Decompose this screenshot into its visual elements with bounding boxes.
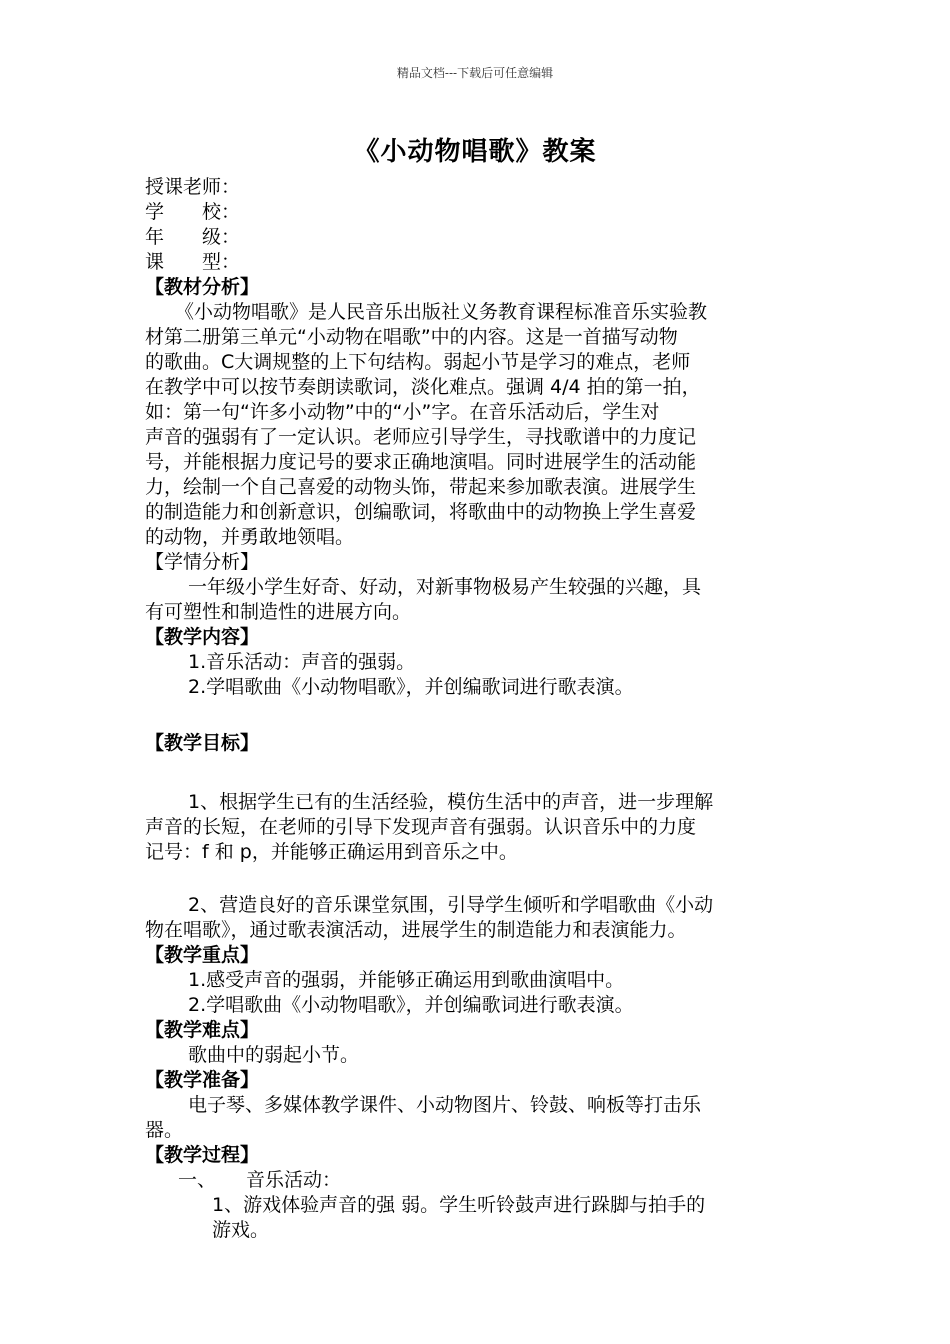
content-heading: 【教学内容】 xyxy=(145,626,260,648)
process-sub-line: 游戏。 xyxy=(212,1219,270,1241)
student-line: 一年级小学生好奇、好动，对新事物极易产生较强的兴趣，具 xyxy=(188,576,702,598)
goal-line: 声音的长短，在老师的引导下发现声音有强弱。认识音乐中的力度 xyxy=(145,816,697,838)
process-step-number: 一、 xyxy=(178,1169,217,1191)
analysis-line: 的动物，并勇敢地领唱。 xyxy=(145,526,355,548)
goal-line: 记号：f 和 p，并能够正确运用到音乐之中。 xyxy=(145,841,518,863)
process-sub-line: 1、游戏体验声音的强 弱。学生听铃鼓声进行跺脚与拍手的 xyxy=(212,1194,706,1216)
process-step xyxy=(145,1168,810,1193)
analysis-line: 《小动物唱歌》是人民音乐出版社义务教育课程标准音乐实验教 xyxy=(175,301,708,323)
analysis-line: 力，绘制一个自己喜爱的动物头饰，带起来参加歌表演。进展学生 xyxy=(145,476,697,498)
key-item: 1.感受声音的强弱，并能够正确运用到歌曲演唱中。 xyxy=(188,969,625,991)
goal-line: 物在唱歌》，通过歌表演活动，进展学生的制造能力和表演能力。 xyxy=(145,919,687,941)
analysis-line: 号，并能根据力度记号的要求正确地演唱。同时进展学生的活动能 xyxy=(145,451,697,473)
goal-line: 2、营造良好的音乐课堂氛围，引导学生倾听和学唱歌曲《小动 xyxy=(188,894,714,916)
type-line: 课 型： xyxy=(145,251,241,273)
analysis-line: 的歌曲。C大调规整的上下句结构。弱起小节是学习的难点，老师 xyxy=(145,351,691,373)
difficulty-heading: 【教学难点】 xyxy=(145,1019,260,1041)
process-step-label: 音乐活动： xyxy=(246,1169,342,1191)
key-item: 2.学唱歌曲《小动物唱歌》，并创编歌词进行歌表演。 xyxy=(188,994,634,1016)
analysis-line: 声音的强弱有了一定认识。老师应引导学生，寻找歌谱中的力度记 xyxy=(145,426,697,448)
goal-line: 1、根据学生已有的生活经验，模仿生活中的声音，进一步理解 xyxy=(188,791,714,813)
goals-heading: 【教学目标】 xyxy=(145,732,260,754)
content-item: 2.学唱歌曲《小动物唱歌》，并创编歌词进行歌表演。 xyxy=(188,676,634,698)
student-heading: 【学情分析】 xyxy=(145,551,260,573)
analysis-heading: 【教材分析】 xyxy=(145,276,260,298)
prep-heading: 【教学准备】 xyxy=(145,1069,260,1091)
grade-line: 年 级： xyxy=(145,226,241,248)
content-item: 1.音乐活动：声音的强弱。 xyxy=(188,651,416,673)
student-line: 有可塑性和制造性的进展方向。 xyxy=(145,601,412,623)
teacher-line: 授课老师： xyxy=(145,176,241,198)
analysis-line: 材第二册第三单元“小动物在唱歌”中的内容。这是一首描写动物 xyxy=(145,326,678,348)
school-line: 学 校： xyxy=(145,201,241,223)
difficulty-text: 歌曲中的弱起小节。 xyxy=(188,1044,360,1066)
page-header: 精品文档---下载后可任意编辑 xyxy=(396,66,554,80)
document-title: 《小动物唱歌》教案 xyxy=(353,137,597,167)
analysis-line: 的制造能力和创新意识，创编歌词，将歌曲中的动物换上学生喜爱 xyxy=(145,501,697,523)
process-heading: 【教学过程】 xyxy=(145,1144,260,1166)
document-body xyxy=(145,175,810,1243)
key-heading: 【教学重点】 xyxy=(145,944,260,966)
analysis-line: 如：第一句“许多小动物”中的“小”字。在音乐活动后，学生对 xyxy=(145,401,660,423)
prep-line: 器。 xyxy=(145,1119,184,1141)
prep-line: 电子琴、多媒体教学课件、小动物图片、铃鼓、响板等打击乐 xyxy=(188,1094,702,1116)
analysis-line: 在教学中可以按节奏朗读歌词，淡化难点。强调 4/4 拍的第一拍， xyxy=(145,376,701,398)
